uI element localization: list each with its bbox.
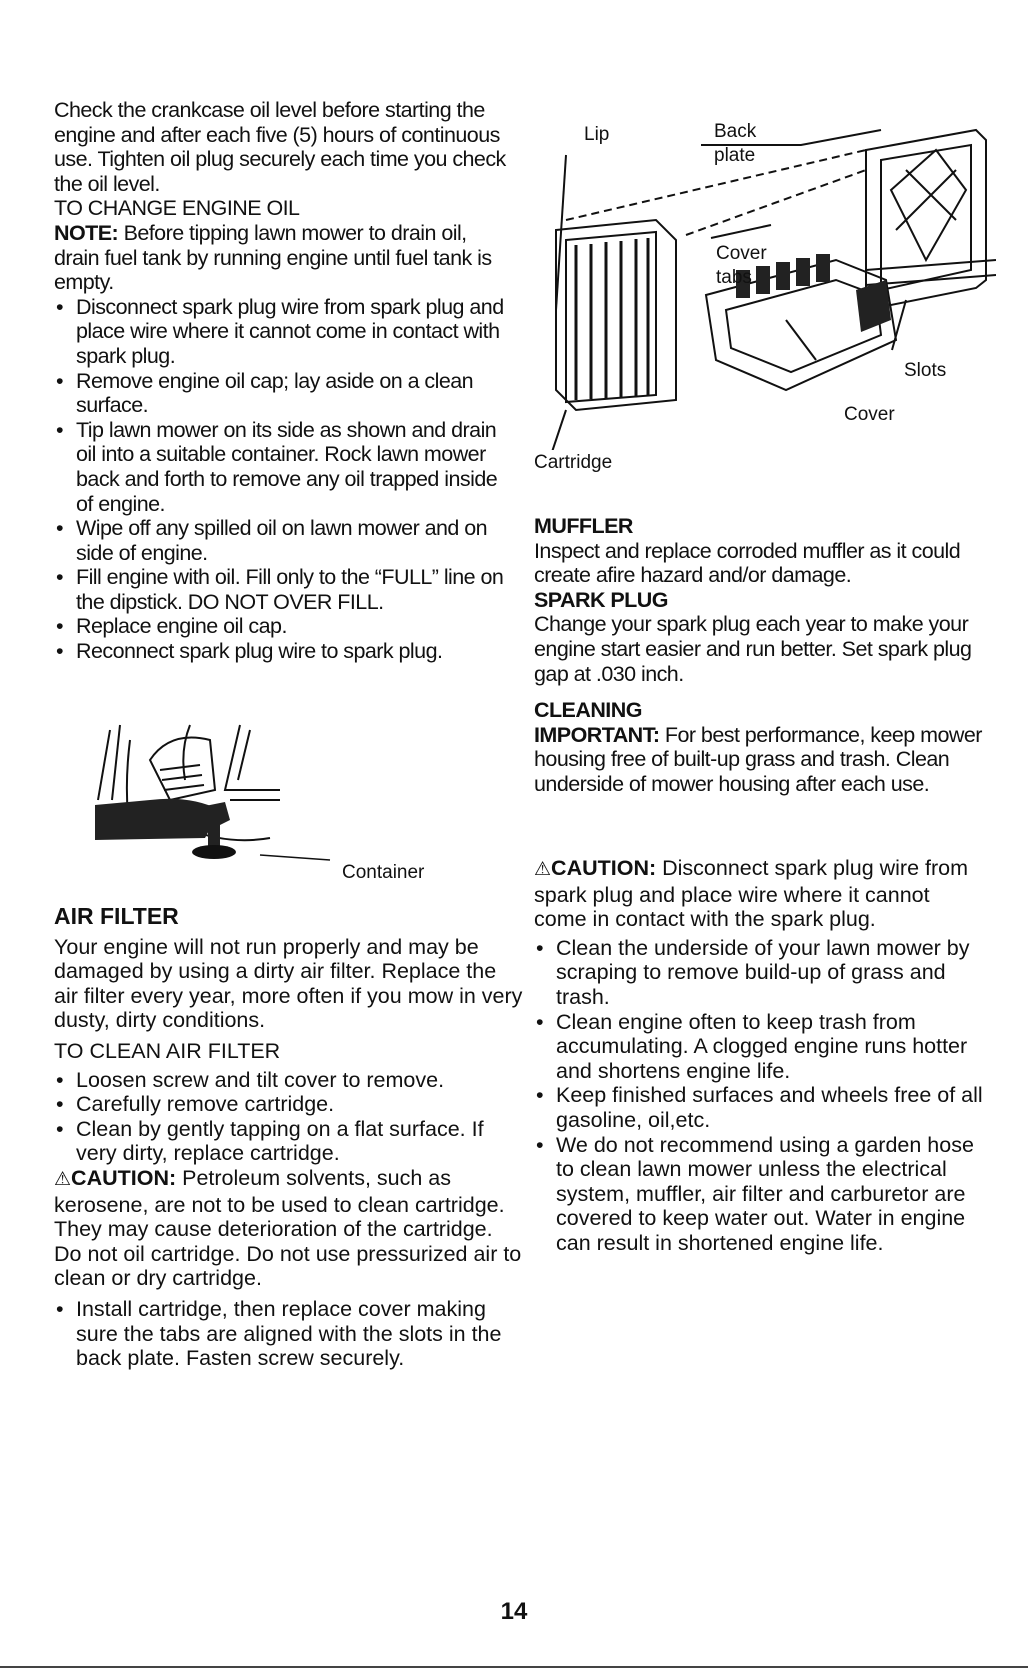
cleaning-steps [534,936,984,1256]
list-item: • Clean by gently tapping on a flat surface. If very dirty, replace cartridge. [54,1117,524,1166]
oil-intro: Check the crankcase oil level before starting the engine and after each five (5) hours of continuous use. Tighten oil plug securely each time you check the oil level. [54,98,506,196]
cleaning-caution-block [534,856,984,1256]
right-column [534,514,994,797]
list-item: • Fill engine with oil. Fill only to the “FULL” line on the dipstick. DO NOT OVER FILL. [54,565,514,614]
oil-note [54,221,514,295]
cleaning-caution [534,856,984,932]
cover-tabs-text: Cover tabs [716,243,767,288]
back-plate-label [714,120,774,168]
important-text: For best performance, keep mower housing free of built-up grass and trash. Clean underside of mower housing after each use. [534,722,982,796]
note-text: Before tipping lawn mower to drain oil, drain fuel tank by running engine until fuel tank is empty. [54,220,492,295]
list-item: • Carefully remove cartridge. [54,1092,524,1117]
air-filter-subheading: TO CLEAN AIR FILTER [54,1038,281,1063]
air-filter-intro: Your engine will not run properly and may be damaged by using a dirty air filter. Replace the air filter every year, more often if you mow in very dusty, dirty conditions. [54,934,523,1033]
caution-text: Petroleum solvents, such as kerosene, are not to be used to clean cartridge. They may cause deterioration of the cartridge. Do not oil cartridge. Do not use pressurized air to clean or dry cartridge. [54,1165,522,1291]
air-filter-steps [54,1068,524,1166]
cleaning-heading: CLEANING [534,698,642,723]
caution-label: CAUTION: [71,1165,177,1190]
cover-tabs-label [716,242,776,290]
warning-icon: ⚠ [534,859,552,880]
list-item: • Loosen screw and tilt cover to remove. [54,1068,524,1093]
list-item: • Tip lawn mower on its side as shown and drain oil into a suitable container. Rock lawn mower back and forth to remove any oil trapped inside of engine. [54,418,514,516]
caution-text: Disconnect spark plug wire from spark plug and place wire where it cannot come in contact with the spark plug. [534,856,969,932]
list-item: • We do not recommend using a garden hose to clean lawn mower unless the electrical system, muffler, air filter and carburetor are covered to keep water out. Water in engine can result in shortened engine life. [534,1133,984,1256]
list-item: • Reconnect spark plug wire to spark plug. [54,639,514,664]
air-filter-section [54,904,524,1371]
list-item: • Disconnect spark plug wire from spark plug and place wire where it cannot come in contact with spark plug. [54,295,514,369]
list-item: • Clean the underside of your lawn mower by scraping to remove build-up of grass and trash. [534,936,984,1010]
air-filter-heading: AIR FILTER [54,903,179,929]
air-filter-caution [54,1166,524,1291]
slots-label: Slots [904,360,947,381]
list-item: • Keep finished surfaces and wheels free of all gasoline, oil,etc. [534,1083,984,1132]
spark-plug-text: Change your spark plug each year to make your engine start easier and run better. Set spark plug gap at .030 inch. [534,612,972,686]
oil-drain-illustration [90,720,350,870]
bottom-divider [0,1666,1028,1668]
list-item: • Install cartridge, then replace cover making sure the tabs are aligned with the slots in the back plate. Fasten screw securely. [54,1297,524,1371]
lip-label: Lip [584,124,610,145]
cover-label: Cover [844,404,895,425]
warning-icon: ⚠ [54,1168,72,1190]
oil-subheading: TO CHANGE ENGINE OIL [54,196,300,221]
container-label: Container [342,862,425,883]
oil-steps [54,295,514,664]
air-filter-final-steps [54,1297,524,1371]
muffler-heading: MUFFLER [534,514,633,538]
important-label: IMPORTANT: [534,722,660,747]
cleaning-important [534,723,994,797]
cartridge-label: Cartridge [534,452,613,473]
note-label: NOTE: [54,220,119,245]
page-number: 14 [500,1598,528,1625]
list-item: • Replace engine oil cap. [54,614,514,639]
back-plate-text: Back plate [714,121,757,166]
caution-label: CAUTION: [551,856,657,880]
muffler-text: Inspect and replace corroded muffler as it could create afire hazard and/or damage. [534,538,961,588]
list-item: • Clean engine often to keep trash from accumulating. A clogged engine runs hotter and shortens engine life. [534,1010,984,1084]
list-item: • Wipe off any spilled oil on lawn mower and on side of engine. [54,516,514,565]
spark-plug-heading: SPARK PLUG [534,587,668,612]
oil-section [54,98,514,664]
list-item: • Remove engine oil cap; lay aside on a clean surface. [54,369,514,418]
